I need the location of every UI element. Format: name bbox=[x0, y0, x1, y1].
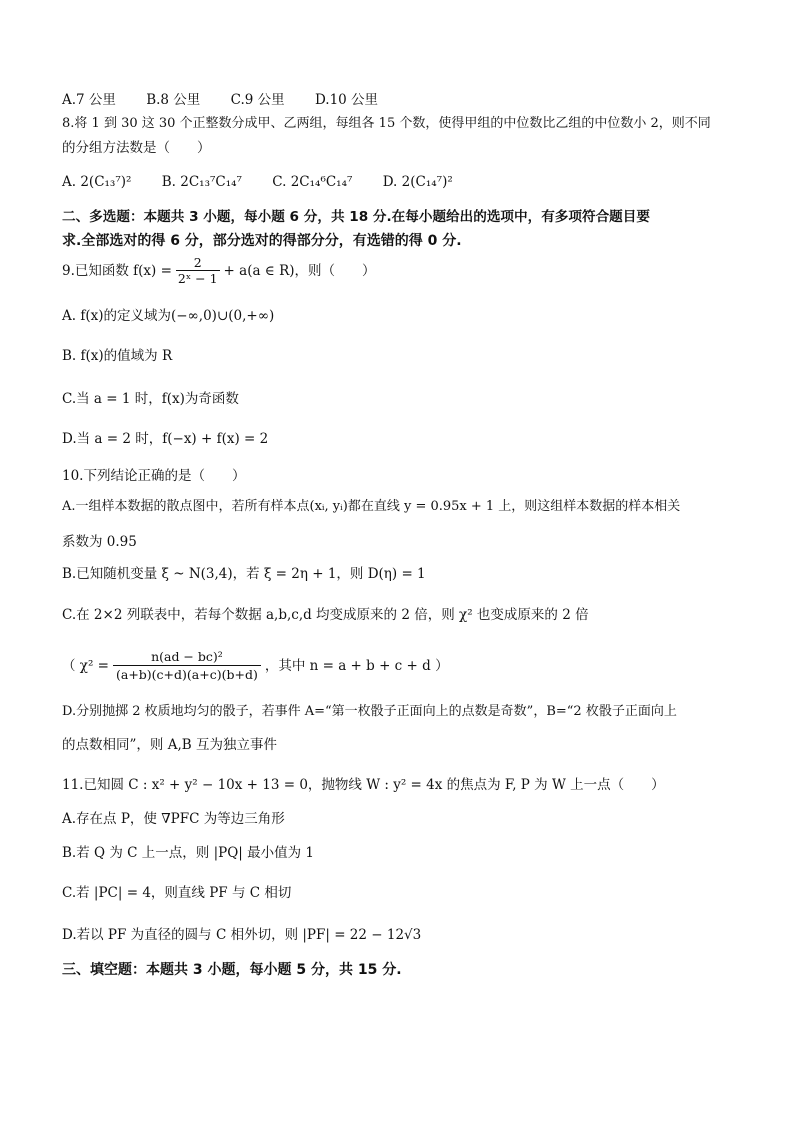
q9-fraction-denominator: 2ˣ − 1 bbox=[177, 271, 218, 286]
q8-options bbox=[62, 172, 479, 192]
q8-stem-line1: 8.将 1 到 30 这 30 个正整数分成甲、乙两组，每组各 15 个数，使得甲组的中位数比乙组的中位数小 2，则不同 bbox=[62, 116, 711, 131]
q10-chi-numerator: n(ad − bc)² bbox=[151, 649, 223, 664]
q10-option-d-line1: D.分别抛掷 2 枚质地均匀的骰子，若事件 A=“第一枚骰子正面向上的点数是奇数”，B=“2 枚骰子正面向上 bbox=[62, 704, 677, 719]
q8-option-d: D. 2(C₁₄⁷)² bbox=[382, 174, 453, 190]
q7-option-d: D.10 公里 bbox=[314, 92, 379, 108]
q8-option-a: A. 2(C₁₃⁷)² bbox=[62, 174, 132, 190]
q10-chi-prefix: （ χ² = bbox=[62, 657, 109, 674]
q11-option-b: B.若 Q 为 C 上一点，则 |PQ| 最小值为 1 bbox=[62, 845, 314, 861]
q7-options bbox=[62, 90, 404, 110]
q11-option-c: C.若 |PC| = 4，则直线 PF 与 C 相切 bbox=[62, 885, 292, 901]
q7-option-a: A.7 公里 bbox=[62, 92, 116, 108]
q8-stem-line2: 的分组方法数是（ ） bbox=[62, 140, 211, 156]
q10-stem: 10.下列结论正确的是（ ） bbox=[62, 468, 246, 484]
q9-option-d: D.当 a = 2 时，f(−x) + f(x) = 2 bbox=[62, 431, 269, 447]
q9-stem-suffix: + a(a ∈ R)，则（ ） bbox=[223, 262, 376, 279]
q10-chi-fraction bbox=[113, 648, 261, 683]
section2-heading-line1: 二、多选题：本题共 3 小题，每小题 6 分，共 18 分.在每小题给出的选项中，有多项符合题目要 bbox=[62, 209, 650, 225]
q9-fraction bbox=[176, 255, 220, 286]
section2-heading-line2: 求.全部选对的得 6 分，部分选对的得部分分，有选错的得 0 分. bbox=[62, 233, 462, 249]
q10-chi-formula bbox=[62, 648, 449, 683]
q11-option-d: D.若以 PF 为直径的圆与 C 相外切，则 |PF| = 22 − 12√3 bbox=[62, 927, 422, 943]
q10-chi-suffix: ，其中 n = a + b + c + d ） bbox=[264, 657, 449, 674]
q10-option-c: C.在 2×2 列联表中，若每个数据 a,b,c,d 均变成原来的 2 倍，则 χ² 也变成原来的 2 倍 bbox=[62, 607, 589, 623]
q9-option-a: A. f(x)的定义域为(−∞,0)∪(0,+∞) bbox=[62, 308, 275, 324]
q9-option-c: C.当 a = 1 时，f(x)为奇函数 bbox=[62, 391, 239, 407]
q10-option-a-line2: 系数为 0.95 bbox=[62, 534, 137, 550]
q9-stem-prefix: 9.已知函数 f(x) = bbox=[62, 262, 172, 279]
q8-option-c: C. 2C₁₄⁶C₁₄⁷ bbox=[272, 174, 353, 190]
q10-option-d-line2: 的点数相同”，则 A,B 互为独立事件 bbox=[62, 737, 277, 753]
section3-heading: 三、填空题：本题共 3 小题，每小题 5 分，共 15 分. bbox=[62, 962, 402, 978]
q9-fraction-numerator: 2 bbox=[193, 255, 202, 270]
q8-option-b: B. 2C₁₃⁷C₁₄⁷ bbox=[161, 174, 242, 190]
q9-option-b: B. f(x)的值域为 R bbox=[62, 348, 173, 364]
q7-option-c: C.9 公里 bbox=[230, 92, 285, 108]
q11-option-a: A.存在点 P，使 ∇PFC 为等边三角形 bbox=[62, 811, 285, 827]
q10-option-a-line1: A.一组样本数据的散点图中，若所有样本点(xᵢ, yᵢ)都在直线 y = 0.95x + 1 上，则这组样本数据的样本相关 bbox=[62, 499, 681, 514]
q7-option-b: B.8 公里 bbox=[146, 92, 201, 108]
q10-chi-denominator: (a+b)(c+d)(a+c)(b+d) bbox=[113, 665, 261, 683]
q10-option-b: B.已知随机变量 ξ ~ N(3,4)，若 ξ = 2η + 1，则 D(η) = 1 bbox=[62, 566, 426, 582]
q9-stem bbox=[62, 255, 376, 286]
q11-stem: 11.已知圆 C : x² + y² − 10x + 13 = 0，抛物线 W : y² = 4x 的焦点为 F, P 为 W 上一点（ ） bbox=[62, 777, 665, 793]
